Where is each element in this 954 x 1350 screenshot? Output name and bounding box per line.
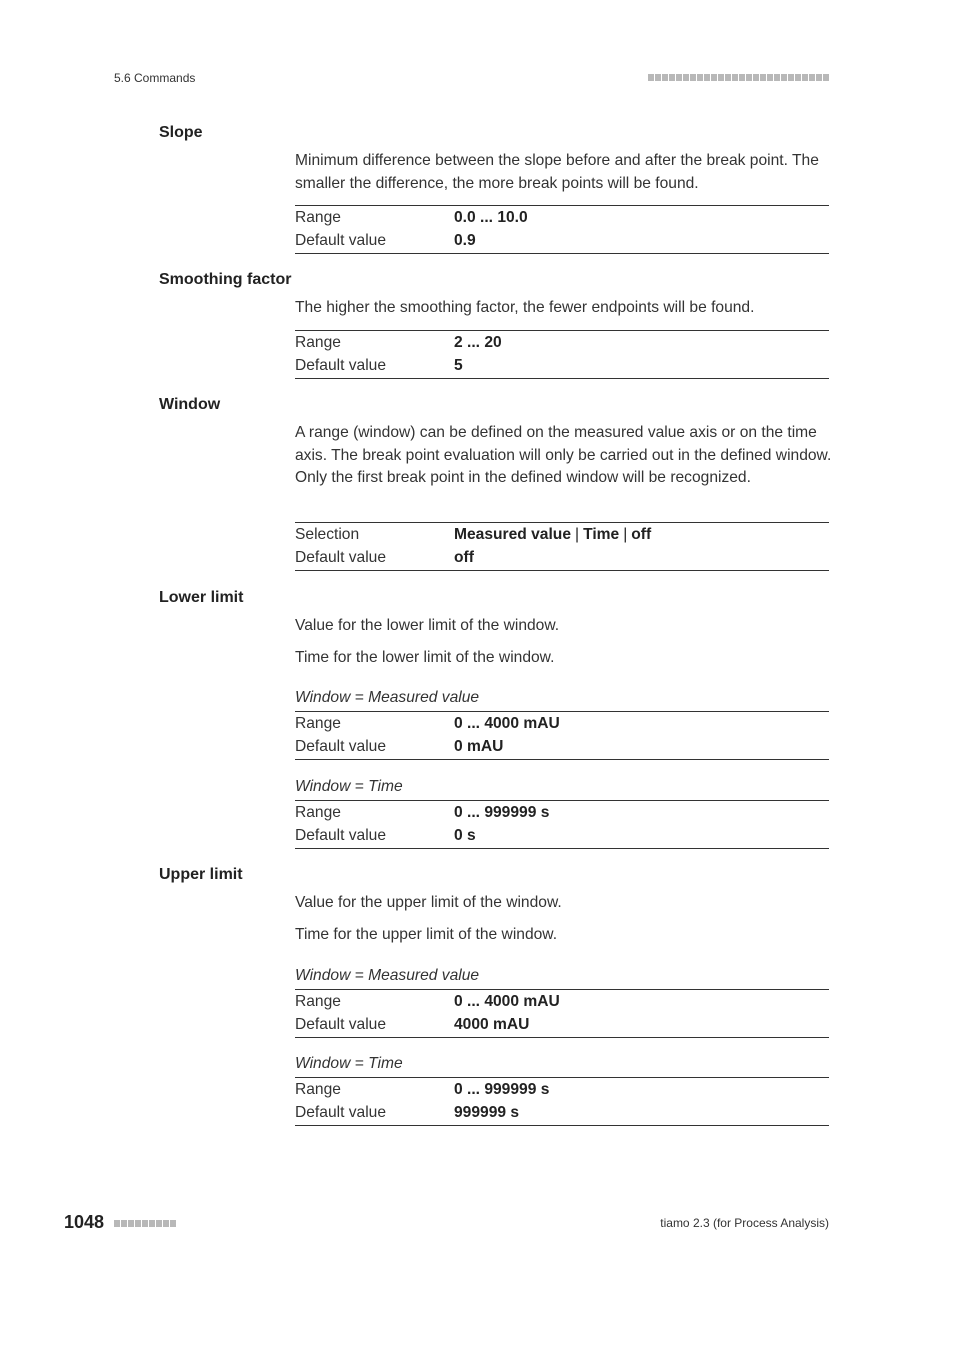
smoothing-factor-title: Smoothing factor [159, 271, 292, 288]
default-row [295, 355, 829, 378]
running-header-section: 5.6 Commands [114, 71, 196, 85]
lower-limit-title: Lower limit [159, 589, 244, 606]
smoothing-factor-description: The higher the smoothing factor, the fewer endpoints will be found. [295, 299, 755, 316]
slope-parameter-table [295, 205, 829, 254]
slope-title: Slope [159, 124, 203, 141]
upper-limit-description-time: Time for the upper limit of the window. [295, 926, 558, 943]
window-title: Window [159, 396, 221, 413]
upper-time-caption: Window = Time [295, 1055, 403, 1072]
range-value: 0 ... 999999 s [454, 1081, 550, 1099]
default-label: Default value [295, 1104, 387, 1122]
option-time: Time [583, 526, 620, 544]
default-label: Default value [295, 549, 387, 567]
default-row [295, 736, 829, 759]
option-separator: | [575, 526, 580, 544]
lower-limit-description-value: Value for the lower limit of the window. [295, 617, 560, 634]
lower-limit-description-time: Time for the lower limit of the window. [295, 649, 555, 666]
range-row [295, 1079, 829, 1102]
range-label: Range [295, 804, 341, 822]
upper-limit-description-value: Value for the upper limit of the window. [295, 894, 562, 911]
default-value: 0 s [454, 827, 476, 845]
range-value: 0 ... 4000 mAU [454, 715, 560, 733]
range-value: 0.0 ... 10.0 [454, 209, 528, 227]
slope-description: Minimum difference between the slope before and after the break point. The smaller the difference, the more break points will be found. [295, 152, 819, 192]
default-row [295, 1014, 829, 1037]
lower-time-parameter-table [295, 800, 829, 849]
default-label: Default value [295, 232, 387, 250]
selection-options [454, 526, 651, 544]
page-number: 1048 [64, 1212, 105, 1232]
default-value: 0.9 [454, 232, 476, 250]
range-value: 2 ... 20 [454, 334, 502, 352]
default-value: 0 mAU [454, 738, 504, 756]
option-measured-value: Measured value [454, 526, 572, 544]
default-row [295, 825, 829, 848]
upper-measured-caption: Window = Measured value [295, 967, 480, 984]
range-label: Range [295, 1081, 341, 1099]
lower-time-caption: Window = Time [295, 778, 403, 795]
range-label: Range [295, 334, 341, 352]
default-label: Default value [295, 357, 387, 375]
range-value: 0 ... 4000 mAU [454, 993, 560, 1011]
footer-decoration [114, 1220, 176, 1227]
range-row [295, 802, 829, 825]
default-value: off [454, 549, 474, 567]
header-decoration [648, 74, 829, 81]
lower-measured-caption: Window = Measured value [295, 689, 480, 706]
default-row [295, 230, 829, 253]
default-value: 999999 s [454, 1104, 520, 1122]
option-separator: | [623, 526, 628, 544]
upper-time-parameter-table [295, 1077, 829, 1126]
window-parameter-table [295, 522, 829, 571]
default-label: Default value [295, 1016, 387, 1034]
range-label: Range [295, 715, 341, 733]
range-row [295, 713, 829, 736]
default-row [295, 1102, 829, 1125]
range-row [295, 207, 829, 230]
default-value: 5 [454, 357, 463, 375]
selection-row [295, 524, 829, 547]
default-row [295, 547, 829, 570]
upper-limit-title: Upper limit [159, 866, 243, 883]
selection-label: Selection [295, 526, 360, 544]
default-label: Default value [295, 738, 387, 756]
range-row [295, 332, 829, 355]
default-value: 4000 mAU [454, 1016, 530, 1034]
upper-measured-parameter-table [295, 989, 829, 1038]
footer-product-name: tiamo 2.3 (for Process Analysis) [660, 1216, 829, 1230]
smoothing-parameter-table [295, 330, 829, 379]
default-label: Default value [295, 827, 387, 845]
range-label: Range [295, 993, 341, 1011]
lower-measured-parameter-table [295, 711, 829, 760]
range-label: Range [295, 209, 341, 227]
range-value: 0 ... 999999 s [454, 804, 550, 822]
window-description: A range (window) can be defined on the measured value axis or on the time axis. The break point evaluation will only be carried out in the defined window. Only the first break point in the defined window will be recognized. [295, 424, 832, 487]
range-row [295, 991, 829, 1014]
option-off: off [631, 526, 652, 544]
